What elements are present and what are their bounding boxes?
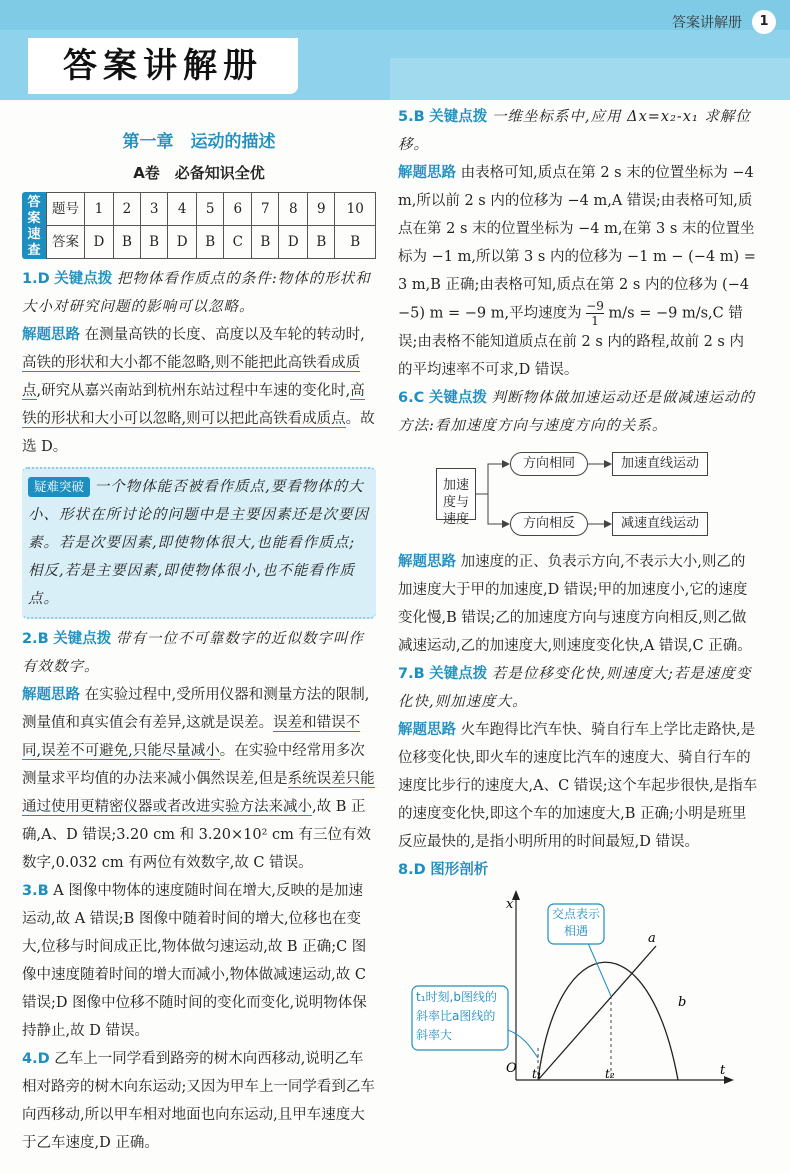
diagram-opposite-direction: 方向相反 bbox=[510, 512, 588, 536]
graph-t2: t₂ bbox=[605, 1067, 615, 1081]
diagram-same-direction: 方向相同 bbox=[510, 452, 588, 476]
graph-b-label: b bbox=[678, 995, 687, 1010]
question-number-cell: 5 bbox=[197, 193, 224, 226]
q7-text: 火车跑得比汽车快、骑自行车上学比走路快,是位移变化快,即火车的速度比汽车的速度大、骑自行车的速度比步行的速度大,A、C 错误;这个车起步很快,是指车的速度变化快,即这个车的加速度大,B 正确;小明是班里反应最快的,是指小明所用的时间最短,D 错误。 bbox=[398, 722, 758, 850]
chapter-title: 第一章 运动的描述 bbox=[122, 132, 276, 152]
q2-underline-1: 误差和错误不同,误差不可避免,只能尽量减小 bbox=[22, 715, 361, 759]
q6 bbox=[398, 384, 758, 440]
question-number-cell: 1 bbox=[85, 193, 114, 226]
q8-number: 8.D bbox=[398, 862, 426, 878]
fraction-numerator: −9 bbox=[586, 299, 604, 313]
header-title: 答案讲解册 bbox=[672, 15, 742, 31]
q1-text-2: ,研究从嘉兴南站到杭州东站过程中车速的变化时, bbox=[36, 383, 351, 399]
answer-cell: B bbox=[113, 226, 140, 259]
q2 bbox=[22, 625, 376, 681]
q6-key-text: 判断物体做加速运动还是做减速运动的方法:看加速度方向与速度方向的关系。 bbox=[398, 390, 755, 434]
answer-cell: B bbox=[141, 226, 168, 259]
diagram-decel-box: 减速直线运动 bbox=[612, 512, 708, 536]
q6-solution-label: 解题思路 bbox=[398, 554, 456, 570]
q5-number: 5.B bbox=[398, 109, 425, 125]
answer-table-label: 答案速查 bbox=[22, 192, 46, 259]
banner-shade bbox=[390, 58, 790, 100]
q7 bbox=[398, 660, 758, 716]
answer-cell: D bbox=[279, 226, 308, 259]
answer-cell: C bbox=[224, 226, 252, 259]
page-number: 1 bbox=[752, 10, 776, 34]
page-header bbox=[672, 10, 776, 34]
q3-number: 3.B bbox=[22, 883, 49, 899]
q6-key-label: 关键点拨 bbox=[428, 390, 487, 406]
graph-y-label: x bbox=[506, 897, 514, 912]
q3 bbox=[22, 877, 376, 1045]
q7-solution bbox=[398, 716, 758, 856]
q5-solution-label: 解题思路 bbox=[398, 165, 456, 181]
q2-text-3: ,故 B 正确,A、D 错误;3.20 cm 和 3.20×10² cm 有三位有效数字,0.032 cm 有两位有效数字,故 C 错误。 bbox=[22, 799, 371, 871]
diagram-accel-box: 加速直线运动 bbox=[612, 452, 708, 476]
q5-key-label: 关键点拨 bbox=[429, 109, 488, 125]
q5-solution bbox=[398, 159, 758, 384]
q4-number: 4.D bbox=[22, 1051, 50, 1067]
question-number-cell: 2 bbox=[113, 193, 140, 226]
row-label-number: 题号 bbox=[47, 193, 85, 226]
diagram-left-box: 加速度与速度 bbox=[436, 468, 476, 520]
section-title: A卷 必备知识全优 bbox=[133, 164, 265, 182]
question-number-cell: 4 bbox=[168, 193, 197, 226]
q5-text-1: 由表格可知,质点在第 2 s 末的位置坐标为 −4 m,所以前 2 s 内的位移为 −4 m,A 错误;由表格可知,质点在第 2 s 末的位置坐标为 −4 m,在第 3 s 末的位置坐标为 −1 m,所以第 3 s 内的位移为 −1 m − (−4 m) = 3 m,B 正确;由表格可知,质点在第 2 s 内的位移为 (−4 −5) m = −9 m,平均速度为 bbox=[398, 165, 756, 322]
q2-solution-label: 解题思路 bbox=[22, 687, 80, 703]
q2-number: 2.B bbox=[22, 631, 49, 647]
question-number-cell: 9 bbox=[308, 193, 335, 226]
q6-diagram bbox=[398, 446, 758, 542]
answer-cell: B bbox=[252, 226, 279, 259]
page-content bbox=[0, 100, 790, 1173]
right-column bbox=[398, 100, 758, 1088]
tip-tag: 疑难突破 bbox=[28, 477, 90, 497]
q5 bbox=[398, 103, 758, 159]
q5-text-2: m/s = −9 m/s,C 错误;由表格不能知道质点在前 2 s 内的路程,故前 2 s 内的平均速率不可求,D 错误。 bbox=[398, 305, 744, 378]
callout-slope: t₁时刻,b图线的斜率比a图线的斜率大 bbox=[416, 990, 497, 1042]
q6-number: 6.C bbox=[398, 390, 425, 406]
graph-origin: O bbox=[506, 1061, 517, 1076]
question-number-cell: 7 bbox=[252, 193, 279, 226]
question-number-cell: 6 bbox=[224, 193, 252, 226]
graph-x-label: t bbox=[720, 1063, 726, 1078]
answer-table bbox=[22, 192, 376, 259]
answer-cell: B bbox=[335, 226, 376, 259]
answer-cell: D bbox=[168, 226, 197, 259]
q1-solution-label: 解题思路 bbox=[22, 327, 80, 343]
q1-underline-2: 高铁的形状和大小可以忽略,则可以把此高铁看成质点 bbox=[22, 383, 365, 427]
answer-cell: B bbox=[308, 226, 335, 259]
q1-key-text: 把物体看作质点的条件:物体的形状和大小对研究问题的影响可以忽略。 bbox=[22, 271, 371, 315]
q7-solution-label: 解题思路 bbox=[398, 722, 456, 738]
xt-graph bbox=[398, 888, 738, 1088]
q2-key-label: 关键点拨 bbox=[53, 631, 112, 647]
q2-text-1: 在实验过程中,受所用仪器和测量方法的限制,测量值和真实值会有差异,这就是误差。 bbox=[22, 687, 370, 731]
q7-key-text: 若是位移变化快,则速度大;若是速度变化快,则加速度大。 bbox=[398, 666, 752, 710]
graph-t1: t₁ bbox=[532, 1067, 542, 1081]
q1-solution bbox=[22, 321, 376, 461]
question-number-cell: 8 bbox=[279, 193, 308, 226]
banner-title: 答案讲解册 bbox=[28, 38, 298, 94]
q1-key-label: 关键点拨 bbox=[54, 271, 113, 287]
q8-key-label: 图形剖析 bbox=[430, 862, 489, 878]
graph-a-label: a bbox=[648, 931, 656, 946]
q5-fraction bbox=[586, 299, 604, 328]
question-number-cell: 10 bbox=[335, 193, 376, 226]
q2-underline-2: 系统误差只能通过使用更精密仪器或者改进实验方法来减小 bbox=[22, 771, 375, 815]
q1 bbox=[22, 265, 376, 321]
q8 bbox=[398, 856, 758, 884]
q1-number: 1.D bbox=[22, 271, 50, 287]
q1-text-1: 在测量高铁的长度、高度以及车轮的转动时, bbox=[84, 327, 365, 343]
question-number-cell: 3 bbox=[141, 193, 168, 226]
line-a bbox=[538, 946, 656, 1080]
q7-number: 7.B bbox=[398, 666, 425, 682]
tip-text: 一个物体能否被看作质点,要看物体的大小、形状在所讨论的问题中是主要因素还是次要因素。若是次要因素,即使物体很大,也能看作质点;相反,若是主要因素,即使物体很小,也不能看作质点。 bbox=[28, 479, 369, 607]
left-column bbox=[22, 100, 376, 1157]
row-label-answer: 答案 bbox=[47, 226, 85, 259]
q1-underline-1: 高铁的形状和大小都不能忽略,则不能把此高铁看成质点 bbox=[22, 355, 361, 399]
q2-text-2: 。在实验中经常用多次测量求平均值的办法来减小偶然误差,但是 bbox=[22, 743, 365, 787]
curve-b bbox=[538, 962, 678, 1080]
fraction-denominator: 1 bbox=[591, 314, 599, 328]
q7-key-label: 关键点拨 bbox=[429, 666, 488, 682]
q1-text-3: 。故选 D。 bbox=[22, 411, 375, 455]
q3-text: A 图像中物体的速度随时间在增大,反映的是加速运动,故 A 错误;B 图像中随着时间的增大,位移也在变大,位移与时间成正比,物体做匀速运动,故 B 正确;C 图像中速度随着时间的增大而减小,物体做减速运动,故 C 错误;D 图像中位移不随时间的变化而变化,说明物体保持静止,故 D 错误。 bbox=[22, 883, 367, 1039]
q2-solution bbox=[22, 681, 376, 877]
q6-text: 加速度的正、负表示方向,不表示大小,则乙的加速度大于甲的加速度,D 错误;甲的加速度小,它的速度变化慢,B 错误;乙的加速度方向与速度方向相反,则乙做减速运动,乙的加速度大,则速度变化快,A 错误,C 正确。 bbox=[398, 554, 752, 654]
callout-meeting: 交点表示相遇 bbox=[551, 907, 600, 938]
answer-cell: B bbox=[197, 226, 224, 259]
q4 bbox=[22, 1045, 376, 1157]
q4-text: 乙车上一同学看到路旁的树木向西移动,说明乙车相对路旁的树木向东运动;又因为甲车上一同学看到乙车向西移动,所以甲车相对地面也向东运动,且甲车速度大于乙车速度,D 正确。 bbox=[22, 1051, 375, 1151]
q2-key-text: 带有一位不可靠数字的近似数字叫作有效数字。 bbox=[22, 631, 364, 675]
tip-box bbox=[22, 467, 376, 619]
q6-solution bbox=[398, 548, 758, 660]
answer-cell: D bbox=[85, 226, 114, 259]
q8-graph bbox=[398, 888, 738, 1088]
q5-key-text: 一维坐标系中,应用 Δx=x₂-x₁ 求解位移。 bbox=[398, 109, 751, 153]
